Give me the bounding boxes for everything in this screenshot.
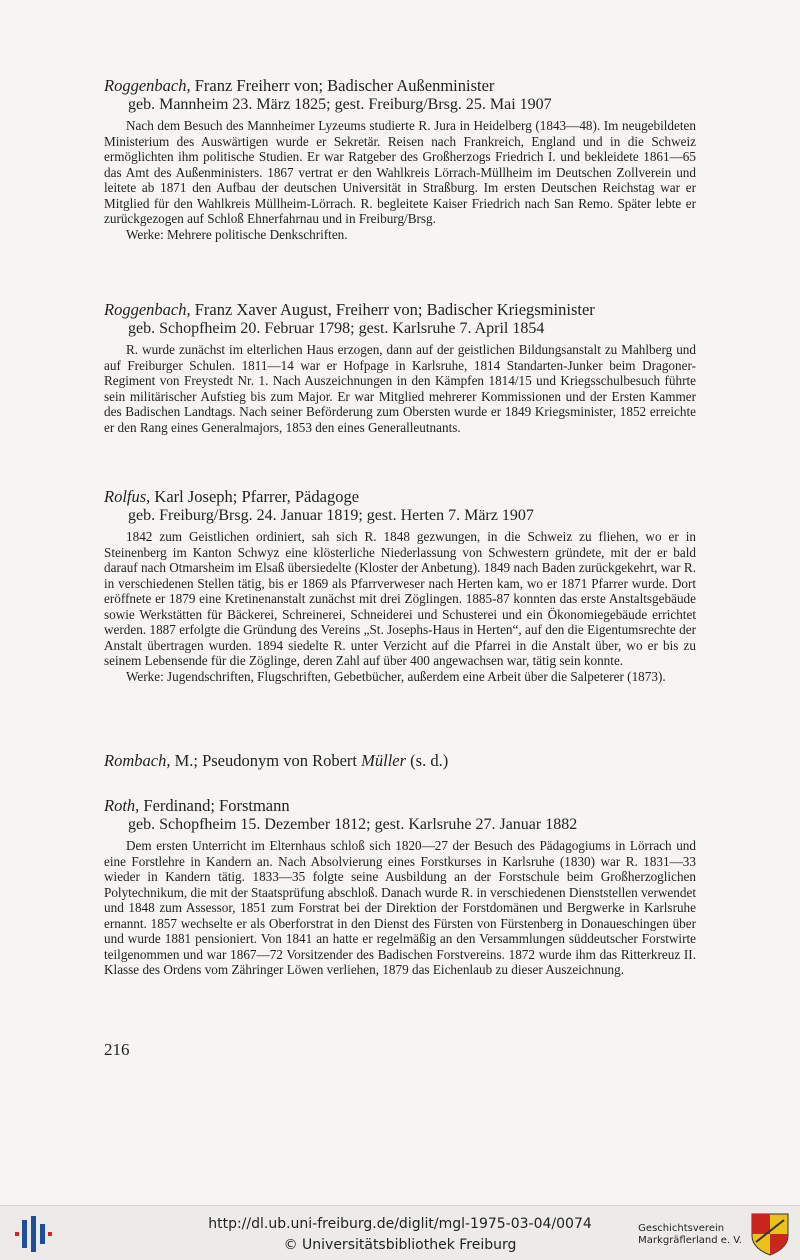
entry-life-dates: geb. Mannheim 23. März 1825; gest. Freiburg/Brsg. 25. Mai 1907 <box>128 96 552 113</box>
entry-rombach <box>104 751 696 770</box>
entry-title: Franz Freiherr von; Badischer Außenminister <box>190 76 495 95</box>
entry-name: Rolfus, <box>104 487 151 506</box>
entry-heading <box>104 76 696 95</box>
coat-of-arms-icon <box>750 1212 790 1256</box>
entry-text: R. wurde zunächst im elterlichen Haus erzogen, dann auf der geistlichen Bildungsanstalt zu Mahlberg und auf Freiburger Schulen. 1811—14 war er Hofpage in Karlsruhe, 1814 Standarten-Junker beim Dragoner-Regiment von Freystedt Nr. 1. Nach Auszeichnungen in den Kämpfen 1814/15 und Kriegsschulbesuch führte sein militärischer Aufstieg bis zum Major. Er war Mitglied mehrerer Kommissionen und der Ersten Kammer des Badischen Landtags. Nach seiner Beförderung zum Obersten wurde er 1849 Kriegsminister, 1852 erreichte er den Rang eines Generalmajors, 1853 den eines Generalleutnants. <box>104 342 696 435</box>
entry-roggenbach-franz <box>104 76 696 242</box>
entry-title: Karl Joseph; Pfarrer, Pädagoge <box>150 487 360 506</box>
publisher-name-line1: Geschichtsverein <box>638 1223 725 1234</box>
entry-roth <box>104 796 696 978</box>
entry-life-dates: geb. Freiburg/Brsg. 24. Januar 1819; gest. Herten 7. März 1907 <box>128 507 534 524</box>
entry-text: 1842 zum Geistlichen ordiniert, sah sich R. 1848 gezwungen, in die Schweiz zu fliehen, wo er in Steinenberg im Kanton Schwyz eine klösterliche Niederlassung von Schwestern gründete, mit der er bald darauf nach Otmarsheim im Elsaß übersiedelte (Kloster der Anbetung). 1849 nach Baden zurückgekehrt, war R. in verschiedenen Stellen tätig, bis er 1869 als Pfarrverweser nach Herten kam, wo er 1871 Pfarrer wurde. Dort eröffnete er 1879 eine Kretinenanstalt zunächst mit drei Zöglingen. 1885-87 konnten das erste Anstaltsgebäude sowie Werkstätten für Bäckerei, Schreinerei, Schneiderei und Schusterei und ein Ökonomiegebäude errichtet werden. 1887 erfolgte die Gründung des Vereins „St. Josephs-Haus in Herten“, auf den die Eigentumsrechte der Anstalt übertragen wurden. 1894 siedelte R. unter Verzicht auf die Pfarrei in die Anstalt über, wo er bis zu seinem Lebensende für die Zöglinge, deren Zahl auf über 400 angewachsen war, tätig sein konnte. <box>104 529 696 668</box>
entry-name: Roggenbach, <box>104 76 191 95</box>
entry-rolfus <box>104 487 696 684</box>
publisher-name-line2: Markgräflerland e. V. <box>638 1235 742 1246</box>
entry-life-dates: geb. Schopfheim 20. Februar 1798; gest. Karlsruhe 7. April 1854 <box>128 320 545 337</box>
entry-life-dates: geb. Schopfheim 15. Dezember 1812; gest. Karlsruhe 27. Januar 1882 <box>128 816 578 833</box>
entry-heading <box>104 796 696 815</box>
entry-name: Roggenbach, <box>104 300 191 319</box>
entry-title: M.; Pseudonym von Robert <box>170 751 362 770</box>
entry-works: Werke: Mehrere politische Denkschriften. <box>126 226 348 242</box>
entry-heading <box>104 300 696 319</box>
copyright-notice: © Universitätsbibliothek Freiburg <box>283 1237 517 1253</box>
entry-name: Roth, <box>104 796 140 815</box>
entry-name: Rombach, <box>104 751 171 770</box>
entry-title: Franz Xaver August, Freiherr von; Badischer Kriegsminister <box>190 300 595 319</box>
permalink-url[interactable]: http://dl.ub.uni-freiburg.de/diglit/mgl-1975-03-04/0074 <box>208 1216 592 1232</box>
entry-heading <box>104 487 696 506</box>
entry-title: Ferdinand; Forstmann <box>139 796 290 815</box>
page-number: 216 <box>104 1040 130 1059</box>
entry-roggenbach-franz-xaver <box>104 300 696 435</box>
entry-text: Dem ersten Unterricht im Elternhaus schloß sich 1820—27 der Besuch des Pädagogiums in Lörrach und eine Forstlehre in Kandern an. Nach Absolvierung eines Forstkurses in Karlsruhe (1830) war R. 1831—33 wieder in Kandern tätig. 1833—35 folgte seine Ausbildung an der Forstschule beim Großherzoglichen Polytechnikum, die mit der Staatsprüfung abschloß. Danach wurde R. in verschiedenen Dienststellen verwendet und 1848 zum Assessor, 1851 zum Forstrat bei der Direktion der Forstdomänen und Bergwerke in Karlsruhe ernannt. 1857 wechselte er als Oberforstrat in den Dienst des Fürsten von Fürstenberg in Donaueschingen über und wurde 1881 pensioniert. Von 1841 an hatte er regelmäßig an den Versammlungen süddeutscher Forstwirte teilgenommen und war 1867—72 Vorsitzender des Badischen Forstvereins. 1872 wurde ihm das Ritterkreuz II. Klasse des Ordens vom Zähringer Löwen verliehen, 1879 das Eichenlaub zu dieser Auszeichnung. <box>104 838 696 977</box>
entry-heading <box>104 751 696 770</box>
viewer-footer <box>0 1205 800 1260</box>
entry-reference-name: Müller <box>361 751 407 770</box>
entry-works: Werke: Jugendschriften, Flugschriften, Gebetbücher, außerdem eine Arbeit über die Salpeterer (1873). <box>126 668 666 684</box>
entry-reference-note: (s. d.) <box>406 751 449 770</box>
publisher-name <box>638 1223 742 1247</box>
entry-text: Nach dem Besuch des Mannheimer Lyzeums studierte R. Jura in Heidelberg (1843—48). Im neugebildeten Ministerium des Auswärtigen wurde er Sekretär. Reisen nach Frankreich, England und in die Schweiz ermöglichten ihm politische Studien. Er war Ratgeber des Großherzogs Friedrich I. und bekleidete 1861—65 das Amt des Außenministers. 1867 vertrat er den Wahlkreis Lörrach-Müllheim im Deutschen Zollverein und leitete ab 1871 den Aufbau der deutschen Universität in Straßburg. Im ersten Deutschen Reichstag war er Mitglied für den Wahlkreis Müllheim-Lörrach. R. begleitete Kaiser Friedrich nach San Remo. Später lebte er zurückgezogen auf Schloß Ehnerfahrnau und in Freiburg/Brsg. <box>104 118 696 226</box>
